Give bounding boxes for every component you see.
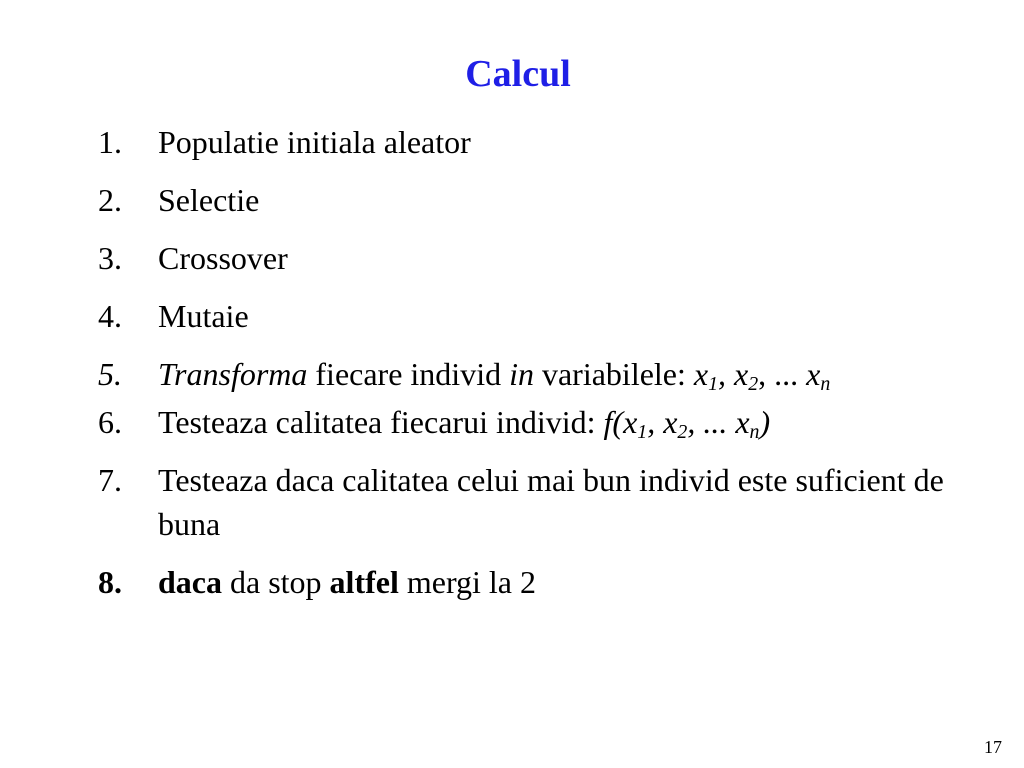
variable-xn: $x_n$ bbox=[806, 356, 831, 395]
list-item-4 bbox=[98, 294, 958, 338]
keyword-altfel: altfel bbox=[329, 564, 399, 600]
steps-list bbox=[98, 120, 958, 618]
item-number: 7. bbox=[98, 462, 122, 498]
item-number: 5. bbox=[98, 356, 122, 392]
separator: , bbox=[718, 356, 735, 392]
variable-x1: $x_1$ bbox=[693, 356, 719, 395]
item-number: 2. bbox=[98, 182, 122, 218]
list-item-2 bbox=[98, 178, 958, 222]
slide-title: Calcul bbox=[465, 53, 571, 95]
item-text: mergi la 2 bbox=[398, 564, 536, 600]
item-keyword-in: in bbox=[509, 356, 534, 392]
list-item-6 bbox=[98, 400, 958, 444]
page-number: 17 bbox=[984, 737, 1002, 757]
item-text: Selectie bbox=[158, 182, 260, 218]
list-item-1 bbox=[98, 120, 958, 164]
item-text: Populatie initiala aleator bbox=[158, 124, 471, 160]
item-text: da stop bbox=[222, 564, 330, 600]
item-emphasis: Transforma bbox=[158, 356, 308, 392]
keyword-daca: daca bbox=[158, 564, 222, 600]
item-number: 8. bbox=[98, 564, 122, 600]
item-number: 6. bbox=[98, 404, 122, 440]
separator: , ... bbox=[758, 356, 807, 392]
list-item-5 bbox=[98, 352, 958, 396]
function-expression: $f(x_1$, $x_2$, ... $x_n$) bbox=[603, 404, 771, 443]
item-text: Testeaza calitatea fiecarui individ: bbox=[158, 404, 604, 440]
list-item-3 bbox=[98, 236, 958, 280]
item-number: 3. bbox=[98, 240, 122, 276]
item-text: fiecare individ bbox=[307, 356, 510, 392]
item-text: Testeaza daca calitatea celui mai bun individ este suficient de buna bbox=[158, 462, 944, 542]
item-number: 1. bbox=[98, 124, 122, 160]
item-text: Mutaie bbox=[158, 298, 249, 334]
item-number: 4. bbox=[98, 298, 122, 334]
item-text: variabilele: bbox=[533, 356, 694, 392]
list-item-8 bbox=[98, 560, 958, 604]
item-text: Crossover bbox=[158, 240, 288, 276]
list-item-7 bbox=[98, 458, 958, 546]
variable-x2: $x_2$ bbox=[734, 356, 759, 395]
